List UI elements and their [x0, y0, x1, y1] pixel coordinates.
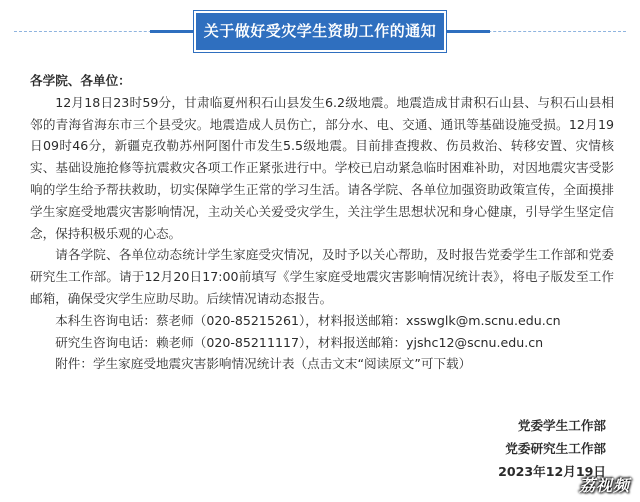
page-title: 关于做好受灾学生资助工作的通知 — [196, 13, 444, 50]
grad-contact: 研究生咨询电话：赖老师（020-85211117），材料报送邮箱：yjshc12@scnu.edu.cn — [55, 334, 544, 350]
title-accent-right — [442, 30, 490, 33]
paragraph-1: 12月18日23时59分，甘肃临夏州积石山县发生6.2级地震。地震造成甘肃积石山县、与积石山县相邻的青海省海东市三个县受灾。地震造成人员伤亡，部分水、电、交通、通讯等基础设施受损。12月19日09时46分，新疆克孜勒苏州阿图什市发生5.5级地震。目前排查搜救、伤员救治、转移安置、灾情核实、基础设施抢修等抗震救灾各项工作正紧张进行中。学校已启动紧急临时困难补助，对因地震灾害受影响的学生给予帮扶救助，切实保障学生正常的学习生活。请各学院、各单位加强资助政策宣传，全面摸排学生家庭受地震灾害影响情况，主动关心关爱受灾学生，关注学生思想状况和身心健康，引导学生坚定信念，保持积极乐观的心态。 — [30, 94, 614, 241]
title-accent-left — [150, 30, 198, 33]
signature-dept-graduate: 党委研究生工作部 — [505, 441, 606, 456]
watermark-logo: 荔视频 — [578, 476, 630, 495]
undergrad-contact: 本科生咨询电话：蔡老师（020-85215261），材料报送邮箱：xsswglk@m.scnu.edu.cn — [55, 312, 561, 328]
notice-body — [30, 64, 614, 375]
attachment-note[interactable]: 附件：学生家庭受地震灾害影响情况统计表（点击文末“阅读原文”可下载） — [55, 356, 472, 372]
signature-date: 2023年12月19日 — [498, 464, 606, 479]
salutation: 各学院、各单位： — [30, 73, 131, 88]
paragraph-2: 请各学院、各单位动态统计学生家庭受灾情况，及时予以关心帮助，及时报告党委学生工作部和党委研究生工作部。请于12月20日17:00前填写《学生家庭受地震灾害影响情况统计表》，将电子版发至工作邮箱，确保受灾学生应助尽助。后续情况请动态报告。 — [30, 247, 614, 306]
signature-dept-student: 党委学生工作部 — [517, 418, 606, 433]
